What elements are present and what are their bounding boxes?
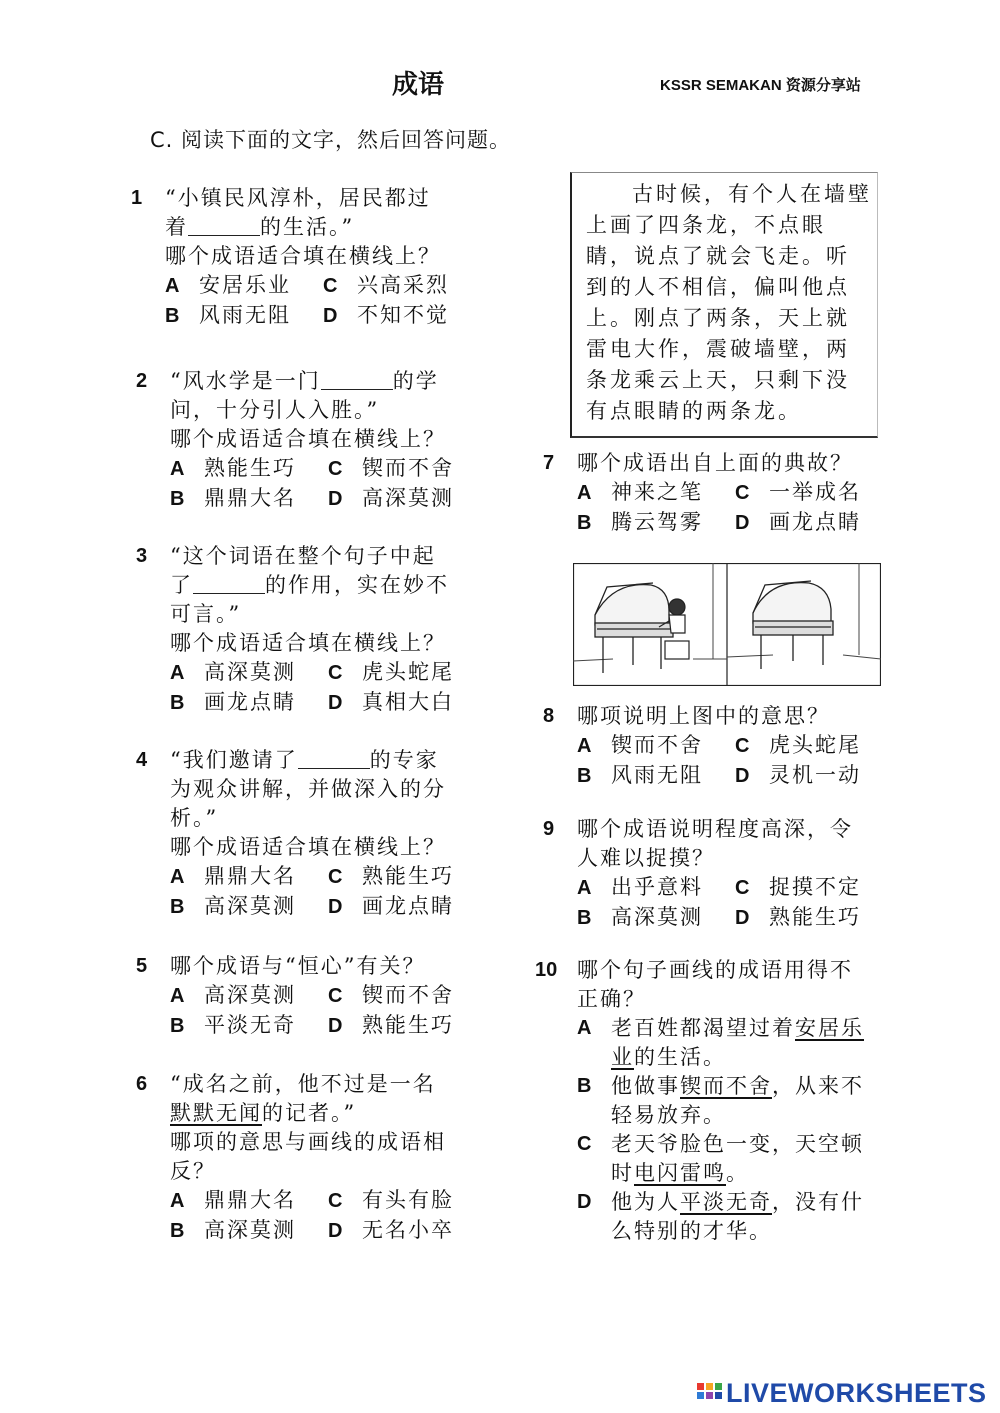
- underlined-idiom: 平淡无奇: [680, 1190, 772, 1214]
- question-9: [543, 815, 861, 933]
- question-prompt: 哪个成语出自上面的典故？: [577, 451, 853, 475]
- question-text: 的生活。”: [260, 215, 355, 239]
- option-b[interactable]: B 腾云驾雾: [577, 510, 703, 534]
- question-number: 5: [136, 955, 148, 977]
- brand-name: LIVEWORKSHEETS: [726, 1378, 987, 1408]
- piano-illustration: [573, 563, 881, 686]
- option-a[interactable]: A 锲而不舍: [577, 733, 703, 757]
- question-text: “风水学是一门: [170, 369, 321, 393]
- question-prompt: 哪个成语适合填在横线上？: [170, 835, 446, 859]
- option-b[interactable]: B 风雨无阻: [165, 303, 291, 327]
- option-b[interactable]: B 他做事锲而不舍，从来不轻易放弃。: [577, 1074, 864, 1127]
- question-prompt: 哪个成语适合填在横线上？: [170, 427, 446, 451]
- option-a[interactable]: A 老百姓都渴望过着安居乐业的生活。: [577, 1016, 864, 1069]
- question-number: 7: [543, 452, 555, 474]
- option-d[interactable]: D 灵机一动: [735, 763, 861, 787]
- option-a[interactable]: A 高深莫测: [170, 660, 296, 684]
- question-6: [136, 1070, 454, 1246]
- underlined-idiom: 安居乐业: [611, 1016, 864, 1069]
- option-d[interactable]: D 他为人平淡无奇，没有什么特别的才华。: [577, 1190, 864, 1243]
- question-prompt: 哪个成语说明程度高深，令: [577, 817, 853, 841]
- question-number: 2: [136, 370, 148, 392]
- option-a[interactable]: A 安居乐业: [165, 273, 291, 297]
- question-prompt: 哪个句子画线的成语用得不: [577, 958, 853, 982]
- liveworksheets-brand: [696, 1378, 987, 1409]
- question-number: 6: [136, 1073, 148, 1095]
- question-prompt: 哪个成语适合填在横线上？: [170, 631, 446, 655]
- blank-line: [188, 215, 260, 236]
- option-b[interactable]: B 鼎鼎大名: [170, 486, 296, 510]
- option-d[interactable]: D 高深莫测: [328, 486, 454, 510]
- question-3: [136, 542, 454, 718]
- option-c[interactable]: C 虎头蛇尾: [328, 660, 454, 684]
- question-text: 的专家: [369, 748, 439, 772]
- question-text: “小镇民风淳朴，居民都过: [165, 186, 431, 210]
- question-5: [136, 952, 454, 1041]
- question-text: 可言。”: [170, 602, 242, 626]
- question-number: 9: [543, 818, 555, 840]
- question-1: [131, 184, 449, 331]
- option-c[interactable]: C 一举成名: [735, 480, 861, 504]
- question-prompt: 哪项的意思与画线的成语相: [170, 1130, 446, 1154]
- option-c[interactable]: C 捉摸不定: [735, 875, 861, 899]
- option-c[interactable]: C 兴高采烈: [323, 273, 449, 297]
- liveworksheets-logo-icon: [696, 1381, 726, 1407]
- underlined-idiom: 电闪雷鸣: [634, 1161, 726, 1185]
- option-d[interactable]: D 熟能生巧: [328, 1013, 454, 1037]
- question-text: 析。”: [170, 806, 219, 830]
- question-4: [136, 746, 454, 922]
- option-b[interactable]: B 高深莫测: [170, 1218, 296, 1242]
- question-text: “我们邀请了: [170, 748, 298, 772]
- underlined-idiom: 默默无闻: [170, 1101, 262, 1125]
- option-c[interactable]: C 锲而不舍: [328, 456, 454, 480]
- blank-line: [193, 573, 265, 594]
- option-c[interactable]: C 熟能生巧: [328, 864, 454, 888]
- option-a[interactable]: A 鼎鼎大名: [170, 864, 296, 888]
- question-text: 着: [165, 215, 188, 239]
- question-prompt: 哪个成语与“恒心”有关？: [170, 954, 426, 978]
- blank-line: [298, 748, 370, 769]
- question-number: 3: [136, 545, 148, 567]
- site-name: KSSR SEMAKAN 资源分享站: [660, 77, 861, 94]
- underlined-idiom: 锲而不舍: [680, 1074, 772, 1098]
- question-prompt: 反？: [170, 1159, 216, 1183]
- question-prompt: 正确？: [577, 987, 646, 1011]
- option-c[interactable]: C 虎头蛇尾: [735, 733, 861, 757]
- question-text: 问，十分引人入胜。”: [170, 398, 380, 422]
- question-prompt: 哪项说明上图中的意思？: [577, 704, 830, 728]
- question-text: 的作用，实在妙不: [265, 573, 449, 597]
- instruction: C. 阅读下面的文字，然后回答问题。: [150, 128, 512, 152]
- question-10: [535, 956, 877, 1246]
- story-passage: 古时候，有个人在墙壁上画了四条龙，不点眼睛，说点了就会飞走。听到的人不相信，偏叫他点上。刚点了两条，天上就雷电大作，震破墙壁，两条龙乘云上天，只剩下没有点眼睛的两条龙。: [570, 172, 878, 438]
- question-text: “成名之前，他不过是一名: [170, 1072, 436, 1096]
- option-a[interactable]: A 神来之笔: [577, 480, 703, 504]
- option-c[interactable]: C 锲而不舍: [328, 983, 454, 1007]
- question-text: 了: [170, 573, 193, 597]
- question-prompt: 哪个成语适合填在横线上？: [165, 244, 441, 268]
- question-text: 的记者。”: [262, 1101, 357, 1125]
- option-c[interactable]: C 老天爷脸色一变，天空顿时电闪雷鸣。: [577, 1132, 864, 1185]
- option-c[interactable]: C 有头有脸: [328, 1188, 454, 1212]
- option-b[interactable]: B 平淡无奇: [170, 1013, 296, 1037]
- question-number: 10: [535, 959, 558, 981]
- option-b[interactable]: B 高深莫测: [577, 905, 703, 929]
- question-number: 4: [136, 749, 148, 771]
- option-d[interactable]: D 画龙点睛: [735, 510, 861, 534]
- option-b[interactable]: B 高深莫测: [170, 894, 296, 918]
- question-number: 1: [131, 187, 143, 209]
- option-d[interactable]: D 不知不觉: [323, 303, 449, 327]
- option-a[interactable]: A 鼎鼎大名: [170, 1188, 296, 1212]
- option-d[interactable]: D 真相大白: [328, 690, 454, 714]
- blank-line: [321, 369, 393, 390]
- question-7: [543, 449, 861, 538]
- question-prompt: 人难以捉摸？: [577, 846, 715, 870]
- option-a[interactable]: A 高深莫测: [170, 983, 296, 1007]
- option-a[interactable]: A 出乎意料: [577, 875, 703, 899]
- option-d[interactable]: D 无名小卒: [328, 1218, 454, 1242]
- question-number: 8: [543, 705, 555, 727]
- question-8: [543, 702, 861, 791]
- question-text: 的学: [392, 369, 439, 393]
- option-b[interactable]: B 画龙点睛: [170, 690, 296, 714]
- page-title: 成语: [392, 70, 445, 100]
- option-d[interactable]: D 熟能生巧: [735, 905, 861, 929]
- option-b[interactable]: B 风雨无阻: [577, 763, 703, 787]
- question-text: 为观众讲解，并做深入的分: [170, 777, 446, 801]
- question-2: [136, 367, 454, 514]
- option-d[interactable]: D 画龙点睛: [328, 894, 454, 918]
- option-a[interactable]: A 熟能生巧: [170, 456, 296, 480]
- question-text: “这个词语在整个句子中起: [170, 544, 436, 568]
